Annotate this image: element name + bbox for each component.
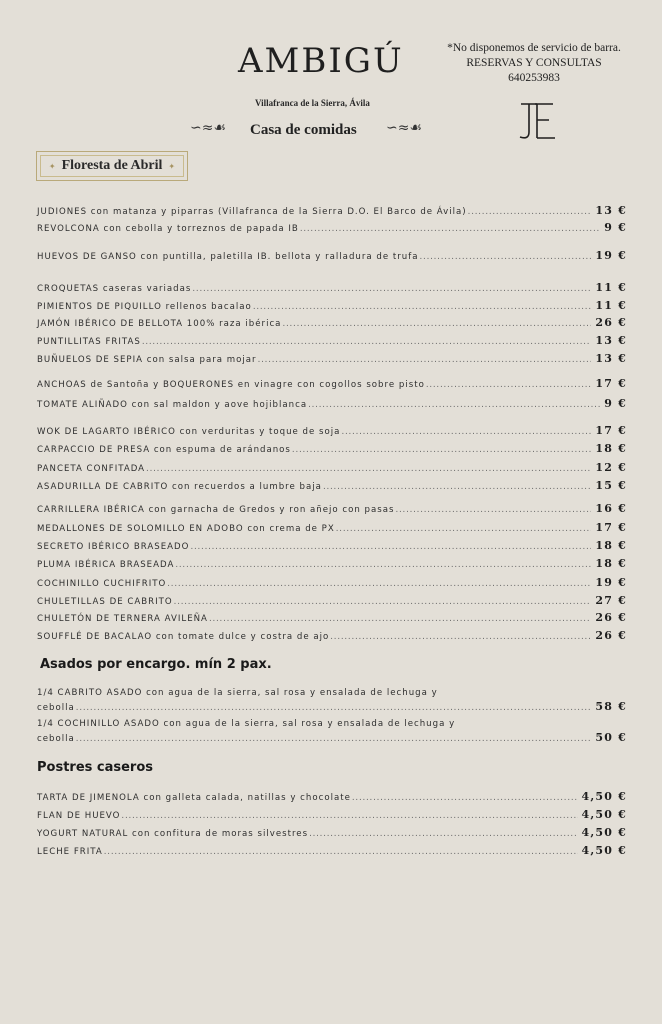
item-price: 58 €: [595, 700, 627, 713]
section-label: Floresta de Abril: [61, 158, 163, 173]
item-name: REVOLCONA con cebolla y torreznos de papada IB: [37, 224, 299, 234]
item-price: 26 €: [595, 611, 627, 624]
item-name: CHULETILLAS DE CABRITO: [37, 597, 173, 607]
item-price: 15 €: [595, 479, 627, 492]
leader-dots: [174, 597, 592, 607]
item-price: 16 €: [595, 502, 627, 515]
menu-item: [37, 521, 627, 534]
leader-dots: [282, 319, 591, 329]
item-name: CHULETÓN DE TERNERA AVILEÑA: [37, 614, 208, 624]
item-price: 17 €: [595, 521, 627, 534]
notice-reservations: RESERVAS Y CONSULTAS: [466, 57, 602, 69]
menu-item: [37, 479, 627, 492]
item-price: 26 €: [595, 629, 627, 642]
leader-dots: [300, 224, 600, 234]
menu-item: [37, 594, 627, 607]
leader-dots: [308, 400, 600, 410]
item-name: PUNTILLITAS FRITAS: [37, 337, 141, 347]
desserts-heading: Postres caseros: [37, 760, 154, 775]
section-badge: [36, 151, 188, 181]
menu-item: [37, 249, 627, 262]
menu-item: [37, 576, 627, 589]
menu-item: [37, 442, 627, 455]
leader-dots: [76, 703, 592, 713]
item-price: 13 €: [595, 204, 627, 217]
leader-dots: [352, 793, 578, 803]
item-name: JUDIONES con matanza y piparras (Villafranca de la Sierra D.O. El Barco de Ávila): [37, 207, 467, 217]
leader-dots: [309, 829, 577, 839]
leader-dots: [192, 284, 591, 294]
leader-dots: [253, 302, 592, 312]
menu-item: [37, 352, 627, 365]
item-name: TARTA DE JIMENOLA con galleta calada, natillas y chocolate: [37, 793, 351, 803]
item-name: MEDALLONES DE SOLOMILLO EN ADOBO con crema de PX: [37, 524, 335, 534]
item-name: 1/4 COCHINILLO ASADO con agua de la sierra, sal rosa y ensalada de lechuga y: [37, 719, 456, 729]
menu-item: [37, 844, 627, 857]
leader-dots: [190, 542, 591, 552]
item-price: 19 €: [595, 249, 627, 262]
leader-dots: [395, 505, 591, 515]
monogram-icon: [515, 100, 559, 142]
item-name: 1/4 CABRITO ASADO con agua de la sierra, sal rosa y ensalada de lechuga y: [37, 688, 438, 698]
menu-item: [37, 204, 627, 217]
leader-dots: [336, 524, 592, 534]
flourish-right-icon: ∽≈☙: [386, 120, 423, 136]
location-subtitle: Villafranca de la Sierra, Ávila: [255, 98, 370, 108]
notice-block: [436, 41, 632, 86]
leader-dots: [330, 632, 591, 642]
menu-item: [37, 611, 627, 624]
item-price: 18 €: [595, 557, 627, 570]
item-price: 17 €: [595, 424, 627, 437]
item-name: LECHE FRITA: [37, 847, 103, 857]
menu-item: [37, 808, 627, 821]
menu-item: [37, 557, 627, 570]
flourish-left-icon: ∽≈☙: [190, 120, 227, 136]
phone-number[interactable]: 640253983: [508, 72, 560, 84]
leader-dots: [146, 464, 591, 474]
item-price: 18 €: [595, 539, 627, 552]
item-price: 4,50 €: [581, 790, 627, 803]
menu-item: [37, 629, 627, 642]
menu-item: [37, 221, 627, 234]
item-name: CARPACCIO DE PRESA con espuma de arándanos: [37, 445, 291, 455]
menu-item: [37, 461, 627, 474]
menu-item: [37, 688, 627, 713]
item-price: 26 €: [595, 316, 627, 329]
leader-dots: [292, 445, 591, 455]
item-name: SECRETO IBÉRICO BRASEADO: [37, 542, 190, 552]
item-name: PLUMA IBÉRICA BRASEADA: [37, 560, 175, 570]
item-name: CARRILLERA IBÉRICA con garnacha de Gredos y ron añejo con pasas: [37, 505, 395, 515]
menu-item: [37, 790, 627, 803]
item-name-cont: cebolla: [37, 703, 75, 713]
leader-dots: [420, 252, 592, 262]
item-price: 9 €: [604, 397, 627, 410]
menu-item: [37, 424, 627, 437]
menu-item: [37, 299, 627, 312]
leader-dots: [468, 207, 592, 217]
notice-no-bar: *No disponemos de servicio de barra.: [447, 42, 621, 54]
item-name: PANCETA CONFITADA: [37, 464, 146, 474]
item-price: 27 €: [595, 594, 627, 607]
leader-dots: [142, 337, 592, 347]
item-price: 4,50 €: [581, 826, 627, 839]
leader-dots: [175, 560, 591, 570]
item-name: HUEVOS DE GANSO con puntilla, paletilla IB. bellota y ralladura de trufa: [37, 252, 419, 262]
house-subtitle: Casa de comidas: [250, 122, 357, 138]
item-name: TOMATE ALIÑADO con sal maldon y aove hojiblanca: [37, 400, 308, 410]
item-name: ANCHOAS de Santoña y BOQUERONES en vinagre con cogollos sobre pisto: [37, 380, 425, 390]
item-name: COCHINILLO CUCHIFRITO: [37, 579, 167, 589]
leader-dots: [209, 614, 591, 624]
item-price: 17 €: [595, 377, 627, 390]
item-name: WOK DE LAGARTO IBÉRICO con verduritas y toque de soja: [37, 427, 341, 437]
item-price: 11 €: [595, 299, 627, 312]
item-price: 19 €: [595, 576, 627, 589]
roasts-heading: Asados por encargo. mín 2 pax.: [40, 657, 272, 672]
leader-dots: [104, 847, 578, 857]
menu-item: [37, 316, 627, 329]
leader-dots: [76, 734, 592, 744]
item-name-cont: cebolla: [37, 734, 75, 744]
item-price: 12 €: [595, 461, 627, 474]
menu-item: [37, 539, 627, 552]
item-name: JAMÓN IBÉRICO DE BELLOTA 100% raza ibérica: [37, 319, 282, 329]
menu-item: [37, 397, 627, 410]
item-name: BUÑUELOS DE SEPIA con salsa para mojar: [37, 355, 257, 365]
item-name: YOGURT NATURAL con confitura de moras silvestres: [37, 829, 309, 839]
menu-item: [37, 281, 627, 294]
star-icon: ✦: [48, 161, 56, 171]
menu-item: [37, 826, 627, 839]
leader-dots: [323, 482, 591, 492]
item-price: 11 €: [595, 281, 627, 294]
item-name: SOUFFLÉ DE BACALAO con tomate dulce y costra de ajo: [37, 632, 330, 642]
menu-item: [37, 334, 627, 347]
leader-dots: [258, 355, 592, 365]
item-price: 13 €: [595, 352, 627, 365]
item-name: FLAN DE HUEVO: [37, 811, 121, 821]
item-name: ASADURILLA DE CABRITO con recuerdos a lumbre baja: [37, 482, 322, 492]
menu-item: [37, 719, 627, 744]
menu-item: [37, 502, 627, 515]
item-price: 18 €: [595, 442, 627, 455]
item-price: 9 €: [604, 221, 627, 234]
item-name: CROQUETAS caseras variadas: [37, 284, 192, 294]
item-name: PIMIENTOS DE PIQUILLO rellenos bacalao: [37, 302, 252, 312]
item-price: 4,50 €: [581, 844, 627, 857]
brand-title: AMBIGÚ: [238, 41, 404, 81]
leader-dots: [121, 811, 577, 821]
item-price: 50 €: [595, 731, 627, 744]
monogram-logo: [515, 100, 559, 149]
item-price: 4,50 €: [581, 808, 627, 821]
leader-dots: [167, 579, 591, 589]
leader-dots: [341, 427, 591, 437]
leader-dots: [426, 380, 592, 390]
item-price: 13 €: [595, 334, 627, 347]
star-icon: ✦: [168, 161, 176, 171]
menu-item: [37, 377, 627, 390]
